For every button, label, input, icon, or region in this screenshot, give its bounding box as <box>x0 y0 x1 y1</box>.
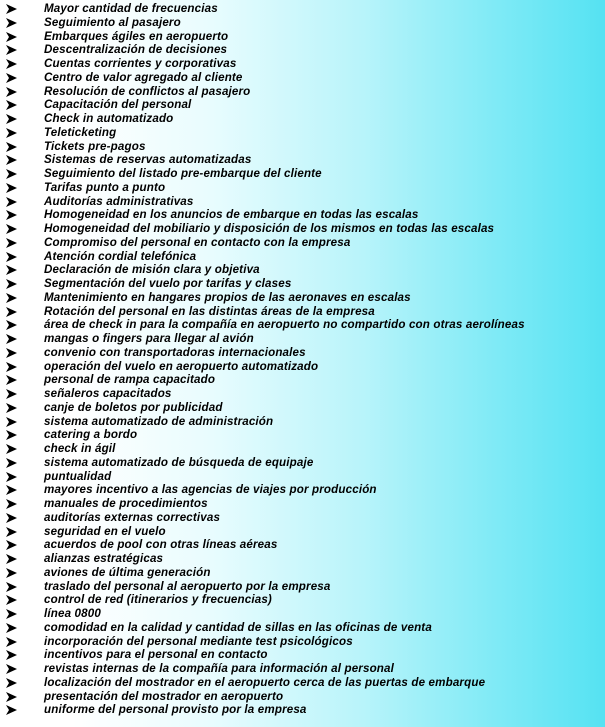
arrowhead-bullet-icon <box>6 126 20 140</box>
arrowhead-bullet-icon <box>6 181 20 195</box>
list-item <box>0 497 605 511</box>
list-item <box>0 126 605 140</box>
arrowhead-bullet-icon <box>6 291 20 305</box>
list-item-text: Tickets pre-pagos <box>44 139 146 153</box>
list-item <box>0 332 605 346</box>
list-item-text: mayores incentivo a las agencias de viajes por producción <box>44 483 377 497</box>
arrowhead-bullet-icon <box>6 552 20 566</box>
arrowhead-bullet-icon <box>6 167 20 181</box>
list-item <box>0 538 605 552</box>
list-item-text: canje de boletos por publicidad <box>44 400 223 414</box>
arrowhead-bullet-icon <box>6 222 20 236</box>
list-item-text: puntualidad <box>44 469 112 483</box>
arrowhead-bullet-icon <box>6 318 20 332</box>
list-item <box>0 415 605 429</box>
list-item-text: Tarifas punto a punto <box>44 180 166 194</box>
arrowhead-bullet-icon <box>6 538 20 552</box>
list-item-text: revistas internas de la compañía para información al personal <box>44 662 394 675</box>
list-item-text: check in ágil <box>44 442 116 455</box>
arrowhead-bullet-icon <box>6 401 20 415</box>
list-item-text: auditorías externas correctivas <box>44 510 221 524</box>
list-item-text: traslado del personal al aeropuerto por la empresa <box>44 579 331 593</box>
list-item-text: incentivos para el personal en contacto <box>44 648 268 662</box>
list-item <box>0 250 605 264</box>
arrowhead-bullet-icon <box>6 703 20 717</box>
list-item <box>0 580 605 594</box>
list-item-text: Compromiso del personal en contacto con la empresa <box>44 235 351 249</box>
list-item-text: operación del vuelo en aeropuerto automatizado <box>44 359 319 373</box>
arrowhead-bullet-icon <box>6 387 20 401</box>
list-item-text: Segmentación del vuelo por tarifas y clases <box>44 277 292 290</box>
list-item-text: señaleros capacitados <box>44 387 172 400</box>
list-item <box>0 470 605 484</box>
list-item <box>0 593 605 607</box>
list-item <box>0 98 605 112</box>
arrowhead-bullet-icon <box>6 195 20 209</box>
list-item <box>0 456 605 470</box>
arrowhead-bullet-icon <box>6 250 20 264</box>
list-item-text: sistema automatizado de búsqueda de equipaje <box>44 455 314 469</box>
list-item-text: localización del mostrador en el aeropuerto cerca de las puertas de embarque <box>44 675 486 689</box>
arrowhead-bullet-icon <box>6 208 20 222</box>
arrowhead-bullet-icon <box>6 332 20 346</box>
list-item <box>0 442 605 456</box>
list-item-text: Mayor cantidad de frecuencias <box>44 2 218 15</box>
arrowhead-bullet-icon <box>6 662 20 676</box>
list-item <box>0 428 605 442</box>
list-item <box>0 525 605 539</box>
arrowhead-bullet-icon <box>6 373 20 387</box>
list-item <box>0 621 605 635</box>
list-item-text: Capacitación del personal <box>44 98 192 112</box>
arrowhead-bullet-icon <box>6 360 20 374</box>
list-item <box>0 16 605 30</box>
arrowhead-bullet-icon <box>6 442 20 456</box>
list-item <box>0 30 605 44</box>
list-item <box>0 167 605 181</box>
list-item <box>0 648 605 662</box>
arrowhead-bullet-icon <box>6 236 20 250</box>
list-item <box>0 360 605 374</box>
list-item <box>0 373 605 387</box>
list-item-text: Resolución de conflictos al pasajero <box>44 84 251 98</box>
arrowhead-bullet-icon <box>6 593 20 607</box>
list-item <box>0 236 605 250</box>
list-item-text: catering a bordo <box>44 428 138 442</box>
arrowhead-bullet-icon <box>6 635 20 649</box>
list-item <box>0 662 605 676</box>
list-item-text: Homogeneidad en los anuncios de embarque en todas las escalas <box>44 208 419 222</box>
list-item-text: mangas o fingers para llegar al avión <box>44 332 254 345</box>
arrowhead-bullet-icon <box>6 277 20 291</box>
list-item-text: convenio con transportadoras internacionales <box>44 345 306 359</box>
list-item-text: acuerdos de pool con otras líneas aéreas <box>44 538 278 552</box>
arrowhead-bullet-icon <box>6 112 20 126</box>
list-item-text: Declaración de misión clara y objetiva <box>44 263 260 277</box>
list-item-text: alianzas estratégicas <box>44 552 164 565</box>
list-item-text: Atención cordial telefónica <box>44 249 197 263</box>
list-item <box>0 263 605 277</box>
arrowhead-bullet-icon <box>6 30 20 44</box>
arrowhead-bullet-icon <box>6 456 20 470</box>
arrowhead-bullet-icon <box>6 525 20 539</box>
list-item <box>0 112 605 126</box>
arrowhead-bullet-icon <box>6 648 20 662</box>
arrowhead-bullet-icon <box>6 140 20 154</box>
list-item <box>0 346 605 360</box>
arrowhead-bullet-icon <box>6 153 20 167</box>
list-item-text: comodidad en la calidad y cantidad de sillas en las oficinas de venta <box>44 620 432 634</box>
list-item-text: Rotación del personal en las distintas áreas de la empresa <box>44 304 375 318</box>
list-item <box>0 71 605 85</box>
arrowhead-bullet-icon <box>6 57 20 71</box>
arrowhead-bullet-icon <box>6 98 20 112</box>
list-item <box>0 676 605 690</box>
arrowhead-bullet-icon <box>6 483 20 497</box>
arrowhead-bullet-icon <box>6 43 20 57</box>
arrowhead-bullet-icon <box>6 71 20 85</box>
list-item-text: uniforme del personal provisto por la empresa <box>44 703 307 717</box>
arrowhead-bullet-icon <box>6 497 20 511</box>
list-item-text: Seguimiento al pasajero <box>44 15 181 29</box>
list-item <box>0 222 605 236</box>
list-item-text: Check in automatizado <box>44 112 174 125</box>
arrowhead-bullet-icon <box>6 305 20 319</box>
list-item-text: seguridad en el vuelo <box>44 524 166 538</box>
list-item <box>0 387 605 401</box>
arrowhead-bullet-icon <box>6 85 20 99</box>
list-item <box>0 195 605 209</box>
list-item <box>0 43 605 57</box>
arrowhead-bullet-icon <box>6 16 20 30</box>
list-item-text: Auditorías administrativas <box>44 194 194 208</box>
arrowhead-bullet-icon <box>6 346 20 360</box>
list-item-text: aviones de última generación <box>44 565 211 579</box>
arrowhead-bullet-icon <box>6 566 20 580</box>
arrowhead-bullet-icon <box>6 690 20 704</box>
list-item-text: sistema automatizado de administración <box>44 414 274 428</box>
list-item <box>0 318 605 332</box>
arrowhead-bullet-icon <box>6 511 20 525</box>
arrowhead-bullet-icon <box>6 607 20 621</box>
list-item-text: Homogeneidad del mobiliario y disposición de los mismos en todas las escalas <box>44 222 495 235</box>
list-item <box>0 291 605 305</box>
arrowhead-bullet-icon <box>6 676 20 690</box>
list-item <box>0 153 605 167</box>
arrowhead-bullet-icon <box>6 428 20 442</box>
list-item <box>0 511 605 525</box>
list-item <box>0 635 605 649</box>
list-item-text: Descentralización de decisiones <box>44 43 228 57</box>
list-item <box>0 607 605 621</box>
list-item <box>0 483 605 497</box>
list-item <box>0 552 605 566</box>
list-item-text: línea 0800 <box>44 607 101 620</box>
arrowhead-bullet-icon <box>6 470 20 484</box>
list-item-text: Mantenimiento en hangares propios de las aeronaves en escalas <box>44 290 411 304</box>
list-item <box>0 208 605 222</box>
item-list <box>0 2 605 717</box>
list-item <box>0 85 605 99</box>
list-item-text: manuales de procedimientos <box>44 497 208 510</box>
list-item-text: Cuentas corrientes y corporativas <box>44 57 237 70</box>
list-item-text: Centro de valor agregado al cliente <box>44 70 243 84</box>
list-item <box>0 566 605 580</box>
arrowhead-bullet-icon <box>6 2 20 16</box>
list-item <box>0 305 605 319</box>
arrowhead-bullet-icon <box>6 621 20 635</box>
list-item <box>0 140 605 154</box>
list-item-text: Seguimiento del listado pre-embarque del cliente <box>44 167 322 180</box>
arrowhead-bullet-icon <box>6 580 20 594</box>
list-item-text: área de check in para la compañía en aeropuerto no compartido con otras aerolíneas <box>44 318 525 332</box>
list-item <box>0 2 605 16</box>
list-item <box>0 277 605 291</box>
list-item <box>0 401 605 415</box>
list-item-text: Sistemas de reservas automatizadas <box>44 153 252 167</box>
list-item <box>0 57 605 71</box>
arrowhead-bullet-icon <box>6 415 20 429</box>
list-item-text: incorporación del personal mediante test psicológicos <box>44 634 353 648</box>
list-item <box>0 690 605 704</box>
list-item <box>0 703 605 717</box>
arrowhead-bullet-icon <box>6 263 20 277</box>
list-item-text: presentación del mostrador en aeropuerto <box>44 689 284 703</box>
list-item-text: Teleticketing <box>44 125 117 139</box>
list-item-text: Embarques ágiles en aeropuerto <box>44 29 229 43</box>
list-item <box>0 181 605 195</box>
list-item-text: personal de rampa capacitado <box>44 373 216 387</box>
list-item-text: control de red (itinerarios y frecuencias) <box>44 593 272 607</box>
